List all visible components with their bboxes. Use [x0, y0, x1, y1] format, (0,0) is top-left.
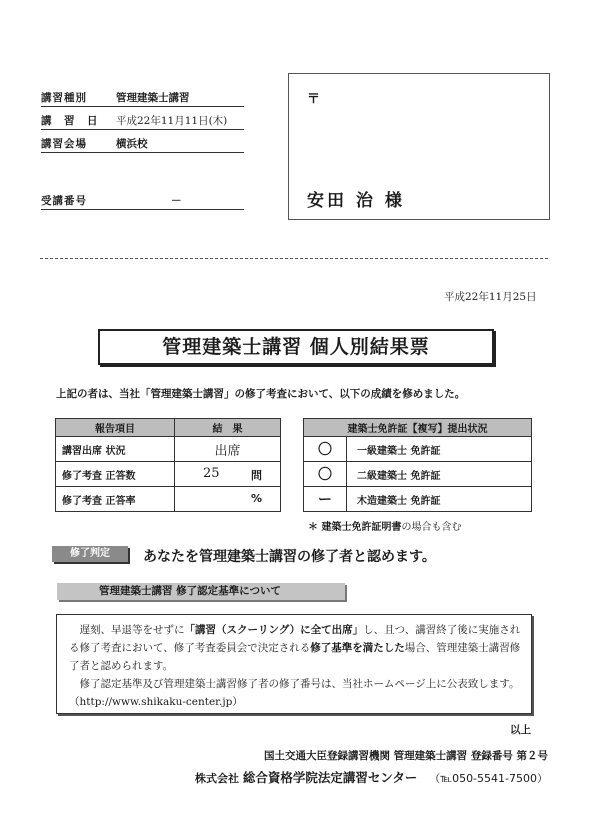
criteria-paragraph-1 — [69, 621, 521, 675]
table-row — [56, 462, 281, 487]
license-mark: ー — [304, 487, 347, 512]
table-row — [56, 437, 281, 462]
venue-row — [41, 134, 244, 153]
results-item: 修了考査 正答数 — [56, 462, 175, 487]
license-note-bold: ＊ 建築士免許証明書 — [308, 522, 402, 533]
license-note — [308, 518, 461, 533]
course-type-row — [41, 88, 244, 107]
table-row — [56, 487, 281, 512]
license-note-rest: の場合も含む — [401, 522, 462, 533]
results-header-item: 報告項目 — [56, 419, 175, 437]
license-label: 二級建築士 免許証 — [347, 462, 532, 487]
issue-date: 平成22年11月25日 — [444, 291, 537, 303]
course-type-value: 管理建築士講習 — [116, 92, 190, 104]
results-value-cell — [175, 487, 281, 512]
criteria-text: 場合、管理建築士講習修了者と認められます。 — [69, 642, 521, 672]
results-unit: 問 — [251, 469, 262, 482]
venue-label: 講習会場 — [41, 138, 87, 150]
license-mark: 〇 — [304, 462, 347, 487]
company-prefix: 株式会社 — [195, 772, 240, 785]
license-label: 木造建築士 免許証 — [347, 487, 532, 512]
results-header-row — [56, 419, 281, 437]
criteria-box — [56, 614, 532, 714]
website-link[interactable]: （http://www.shikaku-center.jp） — [69, 696, 243, 708]
results-header-value: 結 果 — [175, 419, 281, 437]
student-number-row — [41, 191, 244, 210]
criteria-text: 遅刻、早退等をせずに — [79, 624, 185, 636]
company-phone: （℡050-5541-7500） — [429, 772, 548, 785]
course-type-label: 講習種別 — [41, 92, 87, 104]
criteria-emphasis: 「講習（スクーリング）に全て出席」 — [184, 624, 364, 636]
course-date-value: 平成22年11月11日(木) — [116, 115, 228, 127]
judgement-text: あなたを管理建築士講習の修了者と認めます。 — [143, 549, 436, 565]
criteria-paragraph-2 — [69, 675, 521, 711]
footer-company — [195, 768, 548, 786]
results-value-cell — [175, 462, 281, 487]
results-value: 出席 — [175, 437, 281, 462]
results-item: 講習出席 状況 — [56, 437, 175, 462]
results-value: 25 — [203, 466, 220, 481]
cut-line — [40, 258, 548, 259]
criteria-text: 修了認定基準及び管理建築士講習修了者の修了番号は、当社ホームページ上に公表致します。 — [79, 678, 520, 690]
license-table — [303, 418, 532, 512]
license-label: 一級建築士 免許証 — [347, 437, 532, 462]
closing-text: 以上 — [510, 724, 531, 736]
license-mark: 〇 — [304, 437, 347, 462]
recipient-name: 安田 治 様 — [307, 191, 405, 211]
student-number-value: － — [171, 195, 182, 207]
venue-value: 横浜校 — [116, 138, 148, 150]
judgement-badge: 修了判定 — [52, 546, 128, 562]
license-header-row — [304, 419, 532, 437]
document-title: 管理建築士講習 個人別結果票 — [98, 329, 494, 365]
results-unit: % — [251, 492, 263, 505]
criteria-text: し、且つ、講習終了後に実施される修了考査において、修了考査委員会で決定される — [69, 624, 521, 654]
table-row — [304, 487, 532, 512]
intro-text: 上記の者は、当社「管理建築士講習」の修了考査において、以下の成績を修めました。 — [56, 388, 466, 400]
company-name: 総合資格学院法定講習センター — [242, 770, 418, 785]
criteria-emphasis: 修了基準を満たした — [310, 642, 405, 654]
course-date-row — [41, 111, 244, 130]
results-item: 修了考査 正答率 — [56, 487, 175, 512]
postal-mark: 〒 — [307, 92, 321, 107]
course-date-label: 講 習 日 — [41, 115, 99, 127]
criteria-heading: 管理建築士講習 修了認定基準について — [57, 583, 345, 600]
table-row — [304, 462, 532, 487]
footer-registration: 国土交通大臣登録講習機関 管理建築士講習 登録番号 第２号 — [264, 750, 548, 762]
student-number-label: 受講番号 — [41, 195, 87, 207]
address-box — [288, 73, 550, 220]
results-table — [55, 418, 281, 512]
license-header: 建築士免許証【複写】提出状況 — [304, 419, 532, 437]
table-row — [304, 437, 532, 462]
